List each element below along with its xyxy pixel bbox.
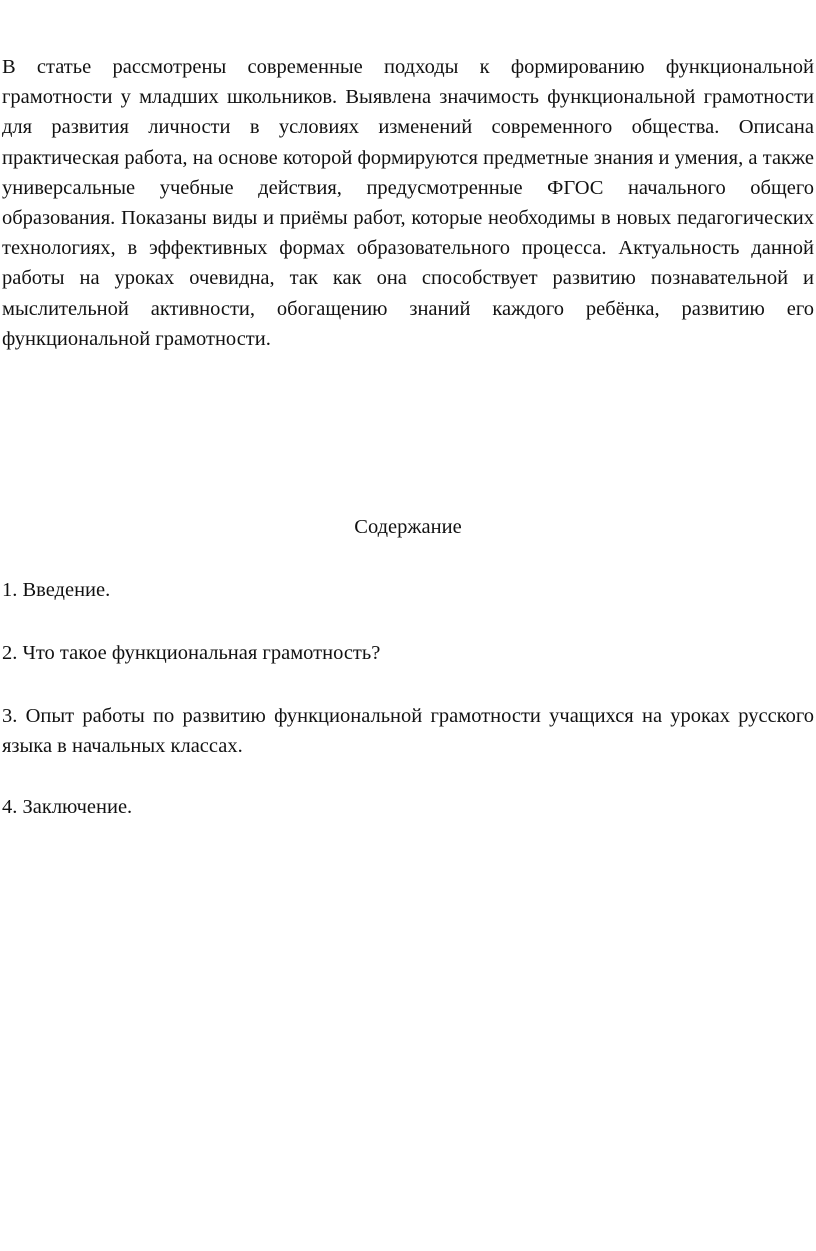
toc-item-introduction: 1. Введение. xyxy=(2,579,111,601)
toc-item-experience: 3. Опыт работы по развитию функциональной грамотности учащихся на уроках русского языка в начальных классах. xyxy=(2,705,814,757)
toc-heading: Содержание xyxy=(354,516,462,538)
abstract-paragraph: В статье рассмотрены современные подходы к формированию функциональной грамотности у младших школьников. Выявлена значимость функциональной грамотности для развития личности в условиях изменений современного общества. Описана практическая работа, на основе которой формируются предметные знания и умения, а также универсальные учебные действия, предусмотренные ФГОС начального общего образования. Показаны виды и приёмы работ, которые необходимы в новых педагогических технологиях, в эффективных формах образовательного процесса. Актуальность данной работы на уроках очевидна, так как она способствует развитию познавательной и мыслительной активности, обогащению знаний каждого ребёнка, развитию его функциональной грамотности. xyxy=(2,56,814,350)
toc-item-definition: 2. Что такое функциональная грамотность? xyxy=(2,642,381,664)
toc-item-conclusion: 4. Заключение. xyxy=(2,796,133,818)
